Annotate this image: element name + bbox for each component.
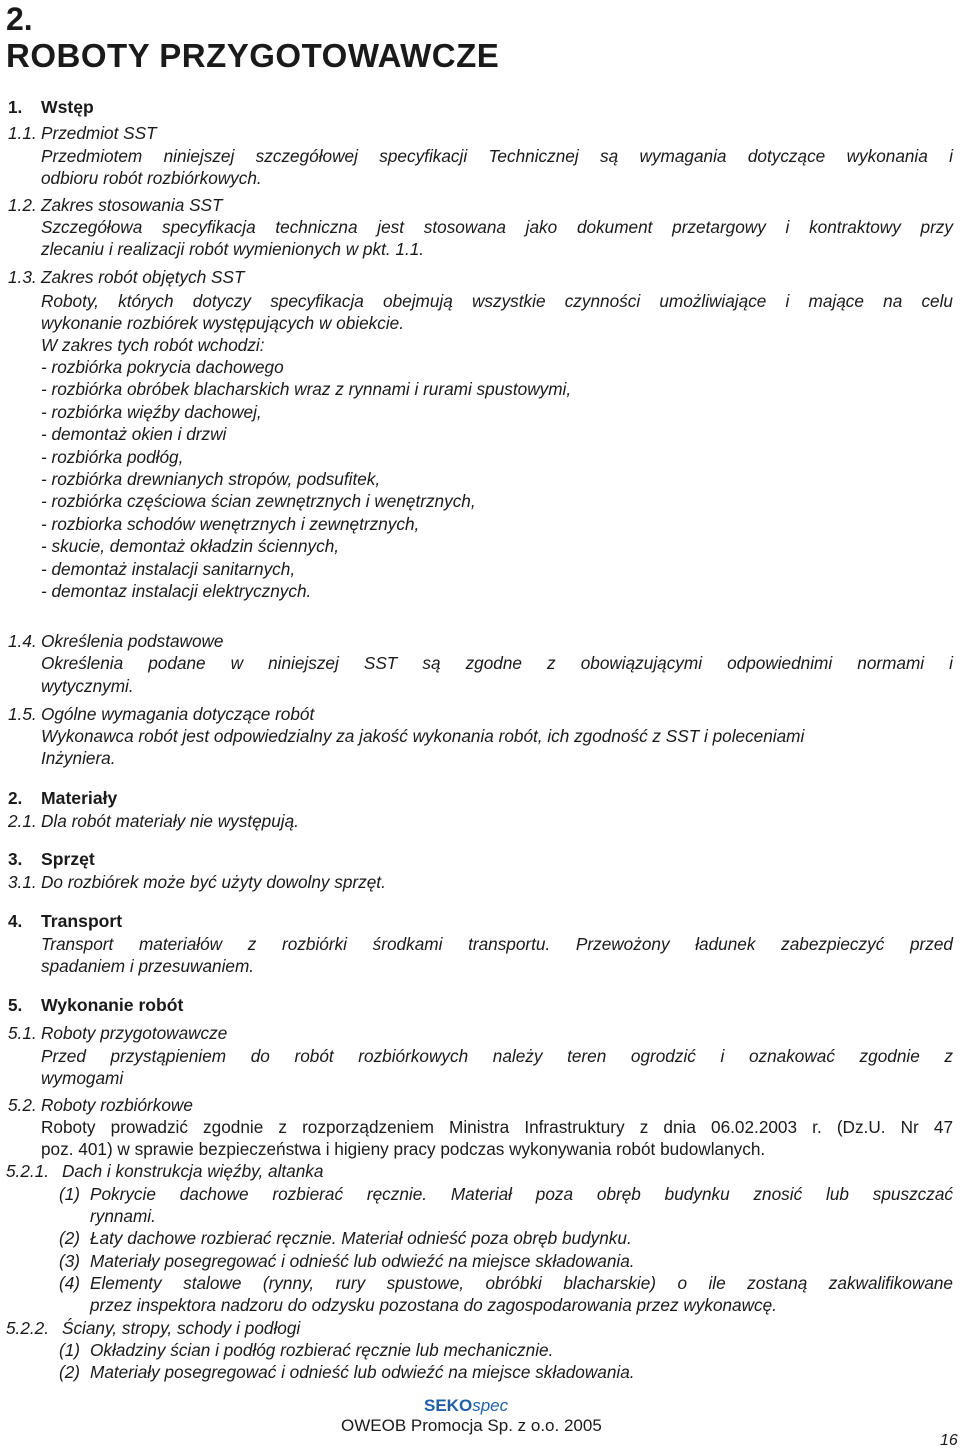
scope-list-item: - rozbiórka drewnianych stropów, podsufitek, xyxy=(41,469,381,489)
roof-item-text-line: Łaty dachowe rozbierać ręcznie. Materiał odnieść poza obręb budynku. xyxy=(90,1228,632,1248)
walls-item-number: (1) xyxy=(59,1340,81,1360)
section-5-1-title: Roboty przygotowawcze xyxy=(41,1023,228,1043)
section-5-2-1-number: 5.2.1. xyxy=(6,1161,50,1181)
brand-name-part: SEKO xyxy=(424,1396,473,1415)
section-1-5-text-line: Inżyniera. xyxy=(41,748,116,768)
chapter-number: 2. xyxy=(6,1,33,37)
section-5-2-1-title: Dach i konstrukcja więźby, altanka xyxy=(62,1161,324,1181)
roof-item-number: (3) xyxy=(59,1251,81,1271)
section-1-5-number: 1.5. xyxy=(8,704,37,724)
section-5-2-title: Roboty rozbiórkowe xyxy=(41,1095,193,1115)
scope-list-item: - skucie, demontaż okładzin ściennych, xyxy=(41,536,340,556)
section-1-1-number: 1.1. xyxy=(8,123,37,143)
roof-item-text-line: rynnami. xyxy=(90,1206,156,1226)
section-5-2-2-number: 5.2.2. xyxy=(6,1318,50,1338)
section-5-number: 5. xyxy=(8,995,23,1015)
section-1-number: 1. xyxy=(8,97,23,117)
section-3-title: Sprzęt xyxy=(41,849,95,869)
section-1-1-text-line: odbioru robót rozbiórkowych. xyxy=(41,168,262,188)
section-5-1-text-line: wymogami xyxy=(41,1068,124,1088)
walls-item-text-line: Okładziny ścian i podłóg rozbierać ręcznie lub mechanicznie. xyxy=(90,1340,554,1360)
section-4-title: Transport xyxy=(41,911,123,931)
section-1-4-number: 1.4. xyxy=(8,631,37,651)
brand-name-part: spec xyxy=(472,1396,509,1415)
section-5-2-number: 5.2. xyxy=(8,1095,37,1115)
section-3-1-text: Do rozbiórek może być użyty dowolny sprzęt. xyxy=(41,872,386,892)
page-number: 16 xyxy=(940,1432,958,1449)
scope-list-item: - demontaz instalacji elektrycznych. xyxy=(41,581,312,601)
section-1-4-text-line: Określenia podane w niniejszej SST są zgodne z obowiązującymi odpowiednimi normami i xyxy=(41,653,953,673)
footer-brand-logo xyxy=(424,1396,508,1416)
roof-item-number: (4) xyxy=(59,1273,81,1293)
section-1-5-title: Ogólne wymagania dotyczące robót xyxy=(41,704,315,724)
section-5-2-text-line: Roboty prowadzić zgodnie z rozporządzeniem Ministra Infrastruktury z dnia 06.02.2003 r. (Dz.U. Nr 47 xyxy=(41,1117,953,1137)
section-1-3-text-line: wykonanie rozbiórek występujących w obiekcie. xyxy=(41,313,405,333)
section-1-2-text-line: zlecaniu i realizacji robót wymienionych w pkt. 1.1. xyxy=(41,239,425,259)
section-1-2-title: Zakres stosowania SST xyxy=(41,195,223,215)
section-3-1-number: 3.1. xyxy=(8,872,37,892)
scope-list-item: - demontaż okien i drzwi xyxy=(41,424,227,444)
section-5-title: Wykonanie robót xyxy=(41,995,184,1015)
section-5-2-2-title: Ściany, stropy, schody i podłogi xyxy=(62,1318,301,1338)
scope-list-item: - rozbiórka obróbek blacharskich wraz z rynnami i rurami spustowymi, xyxy=(41,379,572,399)
roof-item-text-line: przez inspektora nadzoru do odzysku pozostana do zagospodarowania przez wykonawcę. xyxy=(90,1295,777,1315)
roof-item-text-line: Pokrycie dachowe rozbierać ręcznie. Materiał poza obręb budynku znosić lub spuszczać xyxy=(90,1184,953,1204)
section-1-2-text-line: Szczegółowa specyfikacja techniczna jest stosowana jako dokument przetargowy i kontraktowy przy xyxy=(41,217,953,237)
chapter-title: ROBOTY PRZYGOTOWAWCZE xyxy=(6,37,500,74)
section-1-2-number: 1.2. xyxy=(8,195,37,215)
section-1-title: Wstęp xyxy=(41,97,94,117)
section-1-3-title: Zakres robót objętych SST xyxy=(41,267,245,287)
section-5-2-text-line: poz. 401) w sprawie bezpieczeństwa i higieny pracy podczas wykonywania robót budowlanych. xyxy=(41,1139,766,1159)
section-2-title: Materiały xyxy=(41,788,118,808)
walls-item-number: (2) xyxy=(59,1362,81,1382)
scope-list-item: - rozbiórka podłóg, xyxy=(41,447,184,467)
section-2-1-text: Dla robót materiały nie występują. xyxy=(41,811,299,831)
section-1-3-text-line: Roboty, których dotyczy specyfikacja obejmują wszystkie czynności umożliwiające i mające na celu xyxy=(41,291,953,311)
walls-item-text-line: Materiały posegregować i odnieść lub odwieźć na miejsce składowania. xyxy=(90,1362,635,1382)
scope-list-item: - rozbiórka pokrycia dachowego xyxy=(41,357,284,377)
section-4-text-line: Transport materiałów z rozbiórki środkami transportu. Przewożony ładunek zabezpieczyć przed xyxy=(41,934,953,954)
section-1-4-title: Określenia podstawowe xyxy=(41,631,224,651)
scope-intro: W zakres tych robót wchodzi: xyxy=(41,335,265,355)
section-3-number: 3. xyxy=(8,849,23,869)
section-2-1-number: 2.1. xyxy=(8,811,37,831)
section-1-4-text-line: wytycznymi. xyxy=(41,676,134,696)
section-1-1-title: Przedmiot SST xyxy=(41,123,157,143)
scope-list-item: - rozbiórka częściowa ścian zewnętrznych i wenętrznych, xyxy=(41,491,476,511)
scope-list-item: - demontaż instalacji sanitarnych, xyxy=(41,559,296,579)
footer-organization: OWEOB Promocja Sp. z o.o. 2005 xyxy=(341,1416,602,1435)
section-2-number: 2. xyxy=(8,788,23,808)
roof-item-number: (2) xyxy=(59,1228,81,1248)
roof-item-number: (1) xyxy=(59,1184,81,1204)
scope-list-item: - rozbiorka schodów wenętrznych i zewnętrznych, xyxy=(41,514,420,534)
roof-item-text-line: Elementy stalowe (rynny, rury spustowe, obróbki blacharskie) o ile zostaną zakwalifikowane xyxy=(90,1273,953,1293)
scope-list-item: - rozbiórka więźby dachowej, xyxy=(41,402,262,422)
roof-item-text-line: Materiały posegregować i odnieść lub odwieźć na miejsce składowania. xyxy=(90,1251,635,1271)
section-5-1-text-line: Przed przystąpieniem do robót rozbiórkowych należy teren ogrodzić i oznakować zgodnie z xyxy=(41,1046,953,1066)
section-5-1-number: 5.1. xyxy=(8,1023,37,1043)
section-1-1-text-line: Przedmiotem niniejszej szczegółowej specyfikacji Technicznej są wymagania dotyczące wykonania i xyxy=(41,146,953,166)
section-4-text-line: spadaniem i przesuwaniem. xyxy=(41,956,255,976)
section-4-number: 4. xyxy=(8,911,23,931)
section-1-3-number: 1.3. xyxy=(8,267,37,287)
section-1-5-text-line: Wykonawca robót jest odpowiedzialny za jakość wykonania robót, ich zgodność z SST i poleceniami xyxy=(41,726,805,746)
